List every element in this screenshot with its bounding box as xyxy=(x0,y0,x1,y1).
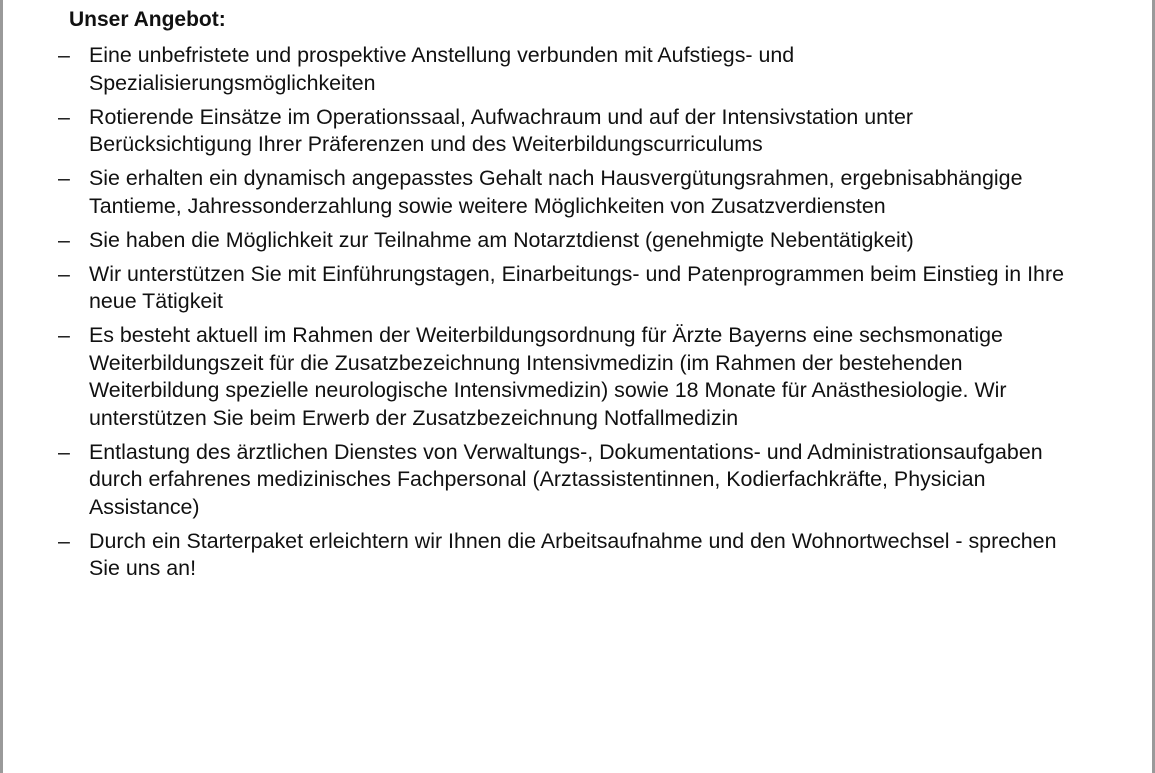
list-item-text: Wir unterstützen Sie mit Einführungstagen, Einarbeitungs- und Patenprogrammen beim Einstieg in Ihre neue Tätigkeit xyxy=(89,261,1064,313)
list-item xyxy=(58,322,1076,432)
list-item-text: Eine unbefristete und prospektive Anstellung verbunden mit Aufstiegs- und Spezialisierungsmöglichkeiten xyxy=(89,43,795,95)
offer-list xyxy=(58,42,1076,583)
bullet-dash: – xyxy=(58,166,70,190)
list-item-text: Entlastung des ärztlichen Dienstes von Verwaltungs-, Dokumentations- und Administrationsaufgaben durch erfahrenes medizinisches Fachpersonal (Arztassistentinnen, Kodierfachkräfte, Physician Assistance) xyxy=(89,439,1043,519)
bullet-dash: – xyxy=(58,227,70,252)
list-item xyxy=(58,439,1076,522)
list-item xyxy=(58,261,1076,316)
list-item xyxy=(58,42,1076,97)
bullet-dash: – xyxy=(58,104,70,129)
list-item-text: Es besteht aktuell im Rahmen der Weiterbildungsordnung für Ärzte Bayerns eine sechsmonatige Weiterbildungszeit für die Zusatzbezeichnung Intensivmedizin (im Rahmen der bestehenden Weiterbildung spezielle neurologische Intensivmedizin) sowie 18 Monate für Anästhesiologie. Wir unterstützen Sie beim Erwerb der Zusatzbezeichnung Notfallmedizin xyxy=(89,323,1007,430)
list-item-text: Sie haben die Möglichkeit zur Teilnahme am Notarztdienst (genehmigte Nebentätigkeit) xyxy=(89,227,914,252)
bullet-dash: – xyxy=(58,43,70,67)
bullet-dash: – xyxy=(58,528,70,553)
list-item xyxy=(58,227,1076,255)
list-item-text: Sie erhalten ein dynamisch angepasstes Gehalt nach Hausvergütungsrahmen, ergebnisabhängige Tantieme, Jahressonderzahlung sowie weitere Möglichkeiten von Zusatzverdiensten xyxy=(89,166,1023,218)
list-item-text: Durch ein Starterpaket erleichtern wir Ihnen die Arbeitsaufnahme und den Wohnortwechsel - sprechen Sie uns an! xyxy=(89,528,1057,580)
bullet-dash: – xyxy=(58,439,70,464)
list-item xyxy=(58,528,1076,583)
list-item xyxy=(58,104,1076,159)
section-heading: Unser Angebot: xyxy=(69,8,226,31)
list-item-text: Rotierende Einsätze im Operationssaal, Aufwachraum und auf der Intensivstation unter Berücksichtigung Ihrer Präferenzen und des Weiterbildungscurriculums xyxy=(89,104,913,156)
bullet-dash: – xyxy=(58,261,70,286)
offer-section xyxy=(58,5,1076,589)
bullet-dash: – xyxy=(58,323,70,347)
list-item xyxy=(58,165,1076,220)
